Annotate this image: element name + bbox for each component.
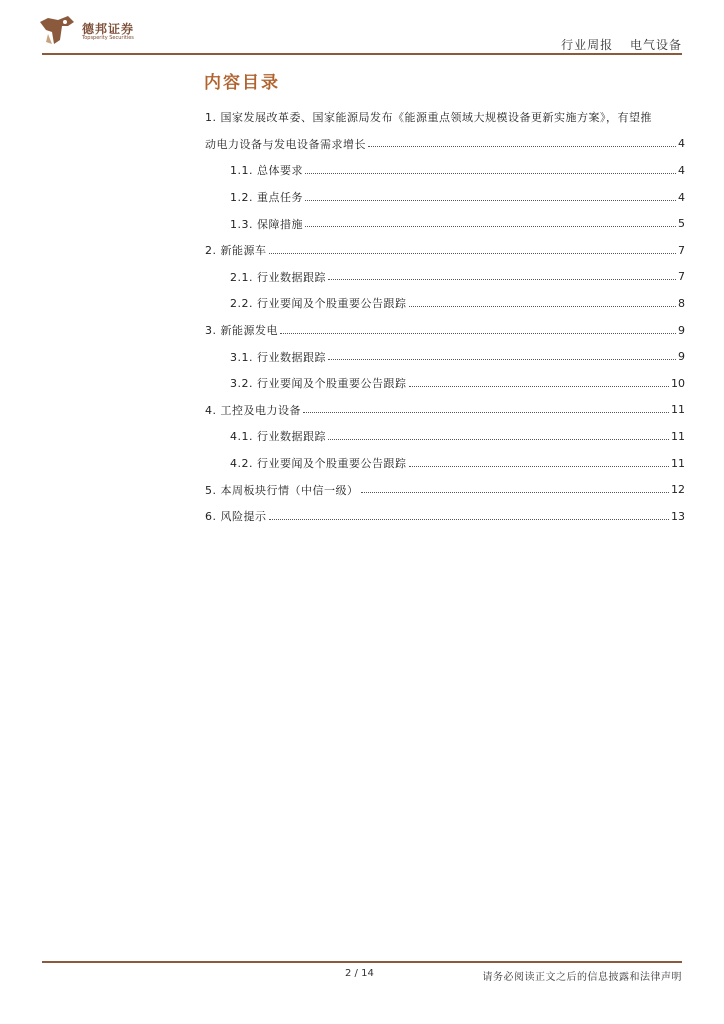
toc-entry-page: 4 bbox=[678, 137, 685, 151]
toc-leader-dots bbox=[361, 492, 670, 493]
toc-entry-label: 2. 新能源车 bbox=[205, 244, 267, 258]
toc-entry[interactable] bbox=[205, 290, 685, 317]
page-number: 2 / 14 bbox=[345, 968, 374, 979]
toc-entry-label: 1. 国家发展改革委、国家能源局发布《能源重点领域大规模设备更新实施方案》，有望推 bbox=[205, 111, 652, 125]
toc-entry-page: 8 bbox=[678, 296, 685, 310]
footer-disclaimer: 请务必阅读正文之后的信息披露和法律声明 bbox=[482, 972, 682, 983]
toc-entry-page: 7 bbox=[678, 270, 685, 284]
toc-leader-dots bbox=[305, 173, 676, 174]
toc-entry-page: 4 bbox=[678, 190, 685, 204]
report-type: 行业周报 bbox=[561, 38, 614, 52]
toc-entry-page: 12 bbox=[671, 483, 685, 497]
header-meta bbox=[561, 36, 682, 53]
toc-entry-page: 13 bbox=[671, 509, 685, 523]
logo-text-en: Topsperity Securities bbox=[82, 35, 134, 41]
toc-leader-dots bbox=[409, 306, 677, 307]
footer-rule bbox=[42, 961, 682, 963]
toc-entry[interactable] bbox=[205, 503, 685, 530]
toc-entry-label: 1.1. 总体要求 bbox=[230, 164, 303, 178]
toc-title: 内容目录 bbox=[204, 73, 280, 93]
toc-entry[interactable] bbox=[205, 397, 685, 424]
toc-entry[interactable] bbox=[205, 264, 685, 291]
toc-leader-dots bbox=[269, 519, 670, 520]
toc-leader-dots bbox=[409, 386, 670, 387]
header-rule bbox=[42, 53, 682, 55]
toc-entry[interactable] bbox=[205, 210, 685, 237]
company-logo bbox=[38, 14, 158, 50]
toc-leader-dots bbox=[328, 439, 669, 440]
toc-entry[interactable] bbox=[205, 343, 685, 370]
toc-entry-label: 2.2. 行业要闻及个股重要公告跟踪 bbox=[230, 297, 407, 311]
toc-leader-dots bbox=[328, 359, 676, 360]
toc-entry-page: 10 bbox=[671, 376, 685, 390]
toc-entry-page: 11 bbox=[671, 403, 685, 417]
toc-entry-page: 11 bbox=[671, 429, 685, 443]
toc-entry-label: 3.1. 行业数据跟踪 bbox=[230, 350, 326, 364]
toc-entry-label: 4.1. 行业数据跟踪 bbox=[230, 430, 326, 444]
toc-leader-dots bbox=[328, 279, 676, 280]
toc-entry-1-line1[interactable] bbox=[205, 104, 685, 131]
toc-entry[interactable] bbox=[205, 131, 685, 158]
toc-leader-dots bbox=[303, 412, 669, 413]
toc-leader-dots bbox=[280, 333, 676, 334]
toc-leader-dots bbox=[305, 226, 676, 227]
toc-leader-dots bbox=[368, 146, 676, 147]
toc-entry[interactable] bbox=[205, 423, 685, 450]
toc-entry[interactable] bbox=[205, 370, 685, 397]
toc-leader-dots bbox=[269, 253, 677, 254]
toc-entry-label: 动电力设备与发电设备需求增长 bbox=[205, 137, 366, 151]
logo-mark-icon bbox=[38, 14, 78, 48]
toc-entry-label: 3. 新能源发电 bbox=[205, 324, 278, 338]
toc-entry-page: 5 bbox=[678, 217, 685, 231]
toc-entry[interactable] bbox=[205, 450, 685, 477]
toc-entry-page: 9 bbox=[678, 350, 685, 364]
toc-entry-label: 1.2. 重点任务 bbox=[230, 191, 303, 205]
toc-entry-page: 11 bbox=[671, 456, 685, 470]
toc-entry-page: 7 bbox=[678, 243, 685, 257]
toc-entry[interactable] bbox=[205, 317, 685, 344]
toc-entry-label: 5. 本周板块行情（中信一级） bbox=[205, 483, 359, 497]
toc-entry-page: 4 bbox=[678, 163, 685, 177]
toc-leader-dots bbox=[305, 200, 676, 201]
toc-entry[interactable] bbox=[205, 237, 685, 264]
toc-entry-label: 2.1. 行业数据跟踪 bbox=[230, 270, 326, 284]
toc-entry-label: 3.2. 行业要闻及个股重要公告跟踪 bbox=[230, 377, 407, 391]
toc-entry-page: 9 bbox=[678, 323, 685, 337]
toc-entry[interactable] bbox=[205, 476, 685, 503]
toc-leader-dots bbox=[409, 466, 670, 467]
toc-entry[interactable] bbox=[205, 184, 685, 211]
logo-text-cn: 德邦证券 bbox=[82, 22, 135, 36]
toc-entry[interactable] bbox=[205, 157, 685, 184]
toc-entry-label: 4. 工控及电力设备 bbox=[205, 403, 301, 417]
toc-entry-label: 6. 风险提示 bbox=[205, 510, 267, 524]
industry-label: 电气设备 bbox=[629, 38, 682, 52]
toc-entry-label: 1.3. 保障措施 bbox=[230, 217, 303, 231]
table-of-contents bbox=[205, 104, 685, 530]
toc-entry-label: 4.2. 行业要闻及个股重要公告跟踪 bbox=[230, 457, 407, 471]
